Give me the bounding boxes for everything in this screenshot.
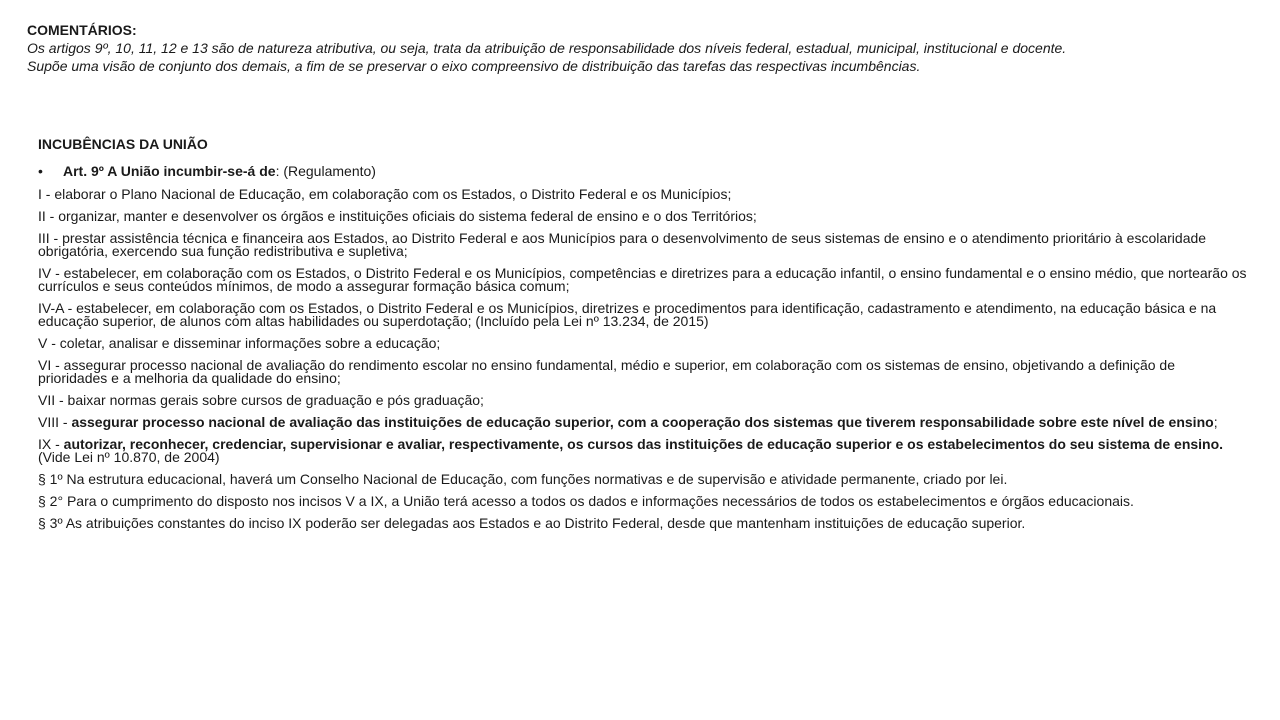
article-heading xyxy=(63,163,376,179)
main-content xyxy=(38,136,1248,539)
section-title: INCUBÊNCIAS DA UNIÃO xyxy=(38,136,208,152)
paragraph-3: § 3º As atribuições constantes do inciso IX poderão ser delegadas aos Estados e ao Distrito Federal, desde que mantenham instituições de educação superior. xyxy=(38,515,1026,531)
paragraph-2: § 2° Para o cumprimento do disposto nos incisos V a IX, a União terá acesso a todos os dados e informações necessários de todos os estabelecimentos e órgãos educacionais. xyxy=(38,493,1134,509)
article-heading-bold: Art. 9º A União incumbir-se-á de xyxy=(63,163,276,179)
item-iv: IV - estabelecer, em colaboração com os Estados, o Distrito Federal e os Municípios, competências e diretrizes para a educação infantil, o ensino fundamental e o ensino médio, que nortearão os currículos e seus conteúdos mínimos, de modo a assegurar formação básica comum; xyxy=(38,265,1247,294)
article-bullet xyxy=(38,163,1248,179)
item-vi: VI - assegurar processo nacional de avaliação do rendimento escolar no ensino fundamental, médio e superior, em colaboração com os sistemas de ensino, objetivando a definição de prioridades e a melhoria da qualidade do ensino; xyxy=(38,357,1176,386)
comments-line-1: Os artigos 9º, 10, 11, 12 e 13 são de natureza atributiva, ou seja, trata da atribuição de responsabilidade dos níveis federal, estadual, municipal, institucional e docente. xyxy=(27,40,1067,56)
item-viii-bold: assegurar processo nacional de avaliação das instituições de educação superior, com a cooperação dos sistemas que tiverem responsabilidade sobre este nível de ensino xyxy=(71,414,1214,430)
item-viii-prefix: VIII - xyxy=(38,414,72,430)
item-iv-a: IV-A - estabelecer, em colaboração com os Estados, o Distrito Federal e os Municípios, diretrizes e procedimentos para identificação, cadastramento e atendimento, na educação básica e na educação superior, de alunos com altas habilidades ou superdotação; (Incluído pela Lei nº 13.234, de 2015) xyxy=(38,300,1217,329)
item-ii: II - organizar, manter e desenvolver os órgãos e instituições oficiais do sistema federal de ensino e o dos Territórios; xyxy=(38,208,757,224)
bullet-icon: • xyxy=(38,163,43,179)
item-viii-suffix: ; xyxy=(1213,414,1218,430)
item-ix xyxy=(38,438,1248,464)
item-vii: VII - baixar normas gerais sobre cursos de graduação e pós graduação; xyxy=(38,392,484,408)
item-ix-bold: autorizar, reconhecer, credenciar, supervisionar e avaliar, respectivamente, os cursos das instituições de educação superior e os estabelecimentos do seu sistema de ensino. xyxy=(63,436,1224,452)
item-v: V - coletar, analisar e disseminar informações sobre a educação; xyxy=(38,335,441,351)
item-ix-prefix: IX - xyxy=(38,436,64,452)
comments-line-2: Supõe uma visão de conjunto dos demais, a fim de se preservar o eixo compreensivo de distribuição das tarefas das respectivas incumbências. xyxy=(27,58,921,74)
item-ix-suffix: (Vide Lei nº 10.870, de 2004) xyxy=(38,449,220,465)
comments-block xyxy=(27,21,1252,75)
item-i: I - elaborar o Plano Nacional de Educação, em colaboração com os Estados, o Distrito Federal e os Municípios; xyxy=(38,186,732,202)
item-iii: III - prestar assistência técnica e financeira aos Estados, ao Distrito Federal e aos Municípios para o desenvolvimento de seus sistemas de ensino e o atendimento prioritário à escolaridade obrigatória, exercendo sua função redistributiva e supletiva; xyxy=(38,230,1207,259)
item-viii xyxy=(38,416,1248,429)
article-heading-rest: : (Regulamento) xyxy=(275,163,376,179)
paragraph-1: § 1º Na estrutura educacional, haverá um Conselho Nacional de Educação, com funções normativas e de supervisão e atividade permanente, criado por lei. xyxy=(38,471,1008,487)
comments-title: COMENTÁRIOS: xyxy=(27,22,137,38)
